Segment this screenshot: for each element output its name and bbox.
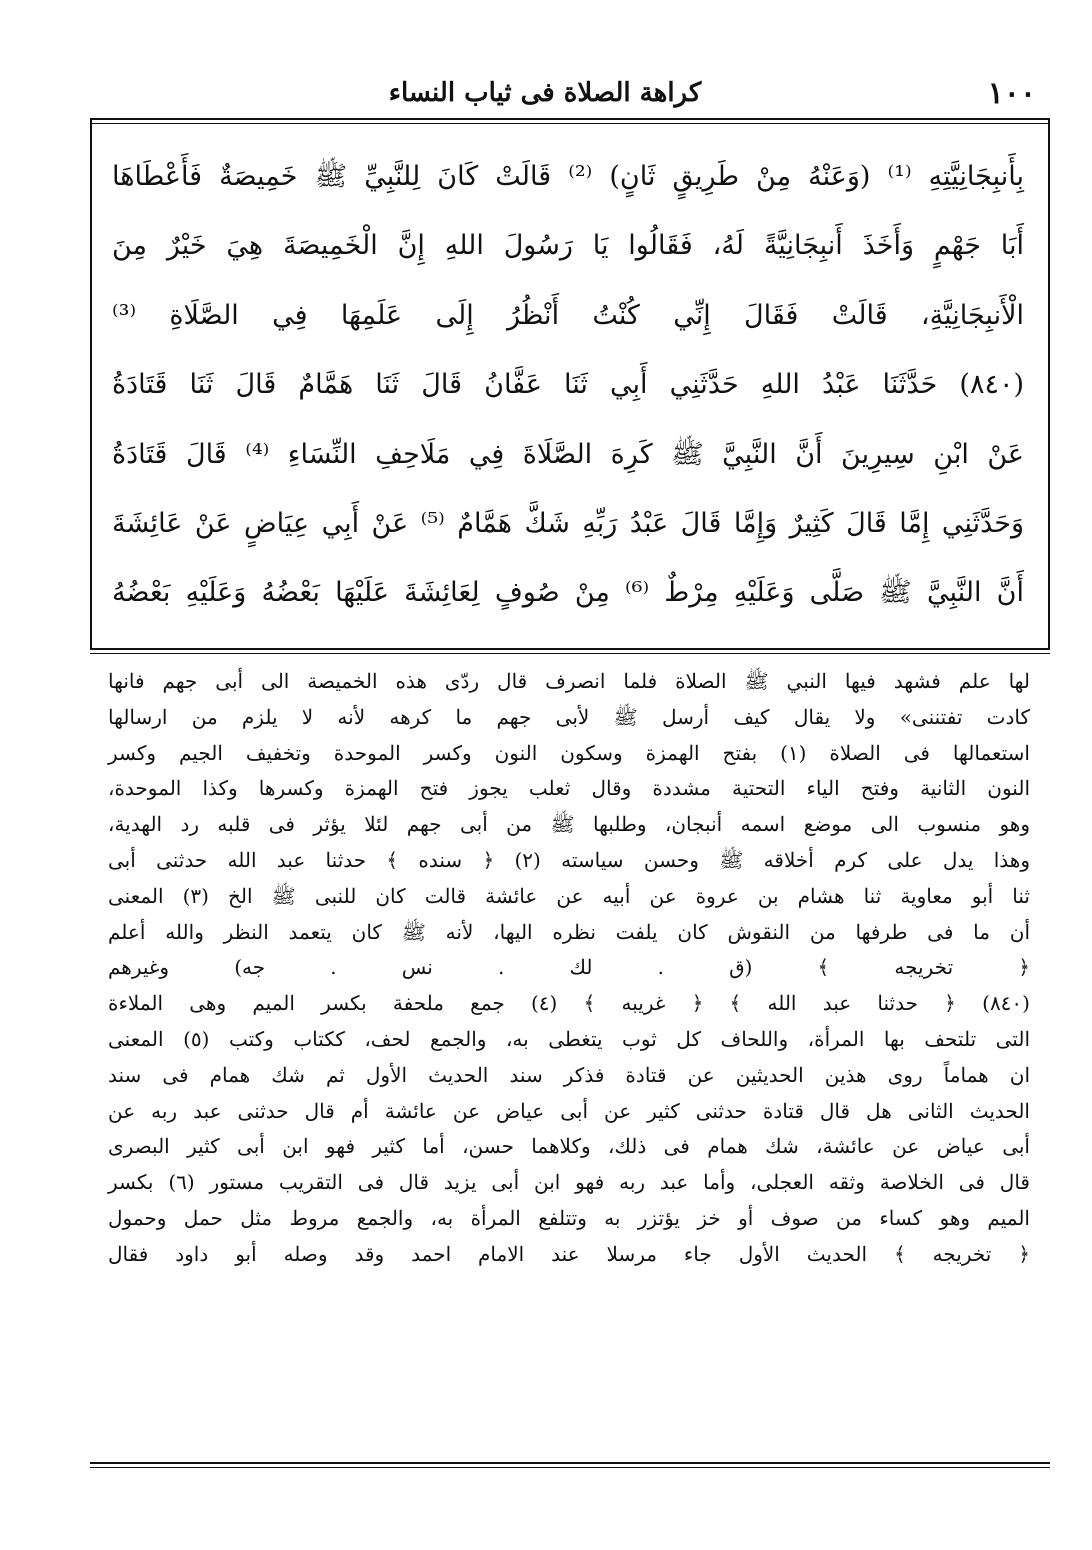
hadith-text (112, 142, 1024, 647)
hadith-line: (٨٤٠) حَدَّثَنَا عَبْدُ اللهِ حَدَّثَنِي أَبِي ثَنَا عَفَّانُ قَالَ ثَنَا هَمَّامٌ قَالَ ثَنَا قَتَادَةُ (112, 369, 1024, 401)
hadith-line: عَنْ ابْنِ سِيرِينَ أَنَّ النَّبِيَّ ﷺ كَرِهَ الصَّلَاةَ فِي مَلَاحِفِ النِّسَاءِ ⁽⁴⁾ قَالَ قَتَادَةُ (112, 438, 1024, 470)
commentary-line: النون الثانية وفتح الياء التحتية مشددة وقال ثعلب يجوز فتح الهمزة وكسرها وكذا الموحدة، (108, 776, 1030, 801)
commentary-line: الميم وهو كساء من صوف أو خز يؤتزر به وتتلفع المرأة به، والجمع مروط مثل حمل وحمول (108, 1205, 1030, 1230)
hadith-line: بِأَنبِجَانِيَّتِهِ ⁽¹⁾ (وَعَنْهُ مِنْ طَرِيقٍ ثَانٍ) ⁽²⁾ قَالَتْ كَانَ لِلنَّبِيِّ ﷺ خَمِيصَةٌ فَأَعْطَاهَا (112, 161, 1024, 192)
header-rule-top (90, 118, 1050, 120)
commentary-line: أبى عياض عن عائشة، شك همام فى ذلك، وكلاهما حسن، أما كثير فهو ابن أبى كثير البصرى (108, 1134, 1030, 1159)
hadith-line: وَحَدَّثَنِي إِمَّا قَالَ كَثِيرٌ وَإِمَّا قَالَ عَبْدُ رَبِّهِ شَكَّ هَمَّامٌ ⁽⁵⁾ عَنْ أَبِي عِيَاضٍ عَنْ عَائِشَةَ (112, 508, 1024, 540)
commentary-line: أن ما فى طرفها من النقوش كان يلفت نظره اليها، لأنه ﷺ كان يتعمد النظر والله أعلم (108, 919, 1030, 944)
commentary-line: كادت تفتننى» ولا يقال كيف أرسل ﷺ لأبى جهم ما كرهه لأنه لا يلزم من ارسالها (108, 704, 1030, 729)
right-border (1048, 118, 1050, 648)
header-rule-bottom (90, 123, 1050, 124)
running-title: كراهة الصلاة فى ثياب النساء (388, 78, 702, 108)
footer-rule-top (90, 1462, 1050, 1464)
hadith-line: الْأَنبِجَانِيَّةِ، قَالَتْ فَقَالَ إِنِّي كُنْتُ أَنْظُرُ إِلَى عَلَمِهَا فِي الصَّلَاةِ ⁽³⁾ (112, 299, 1024, 331)
commentary-line: ان هماماً روى هذين الحديثين عن قتادة فذكر سند الحديث الأول ثم شك همام فى سند (108, 1062, 1030, 1087)
hadith-line: أَبَا جَهْمٍ وَأَخَذَ أَنبِجَانِيَّةً لَهُ، فَقَالُوا يَا رَسُولَ اللهِ إِنَّ الْخَمِيصَةَ هِيَ خَيْرٌ مِنَ (112, 230, 1024, 262)
commentary-footnotes (108, 664, 1030, 1456)
commentary-line: ﴿ تخريجه ﴾ (ق . لك . نس . جه) وغيرهم (108, 955, 1030, 980)
page-number: ١٠٠ (987, 76, 1036, 111)
page-header (40, 72, 1050, 116)
commentary-line: ﴿ تخريجه ﴾ الحديث الأول جاء مرسلا عند الامام احمد وقد وصله أبو داود فقال (108, 1241, 1030, 1266)
commentary-line: التى تلتحف بها المرأة، واللحاف كل ثوب يتغطى به، والجمع لحف، ككتاب وكتب (٥) المعنى (108, 1026, 1030, 1051)
commentary-line: قال فى الخلاصة وثقه العجلى، وأما عبد ربه فهو ابن أبى يزيد قال فى التقريب مستور (٦) بكسر (108, 1170, 1030, 1195)
commentary-line: الحديث الثانى هل قال قتادة حدثنى كثير عن أبى عياض عن عائشة أم قال حدثنى عبد ربه عن (108, 1098, 1030, 1123)
commentary-line: وهو منسوب الى موضع اسمه أنبجان، وطلبها ﷺ من أبى جهم لئلا يؤثر فى قلبه رد الهدية، (108, 812, 1030, 837)
commentary-line: لها علم فشهد فيها النبي ﷺ الصلاة فلما انصرف قال ردّى هذه الخميصة الى أبى جهم فانها (108, 669, 1030, 693)
section-rule-top (90, 648, 1050, 650)
section-rule-bottom (90, 653, 1050, 654)
left-border (90, 118, 92, 648)
commentary-line: ثنا أبو معاوية ثنا هشام بن عروة عن أبيه عن عائشة قالت كان للنبى ﷺ الخ (٣) المعنى (108, 883, 1030, 908)
footer-rule-bottom (90, 1467, 1050, 1468)
commentary-line: وهذا يدل على كرم أخلاقه ﷺ وحسن سياسته (٢) ﴿ سنده ﴾ حدثنا عبد الله حدثنى أبى (108, 847, 1030, 872)
commentary-line: استعمالها فى الصلاة (١) بفتح الهمزة وسكون النون وكسر الموحدة وتخفيف الجيم وكسر (108, 740, 1030, 765)
commentary-line: (٨٤٠) ﴿ حدثنا عبد الله ﴾ ﴿ غريبه ﴾ (٤) جمع ملحفة بكسر الميم وهى الملاءة (108, 991, 1030, 1016)
hadith-line: أَنَّ النَّبِيَّ ﷺ صَلَّى وَعَلَيْهِ مِرْطٌ ⁽⁶⁾ مِنْ صُوفٍ لِعَائِشَةَ عَلَيْهَا بَعْضُهُ وَعَلَيْهِ بَعْضُهُ (112, 577, 1024, 609)
